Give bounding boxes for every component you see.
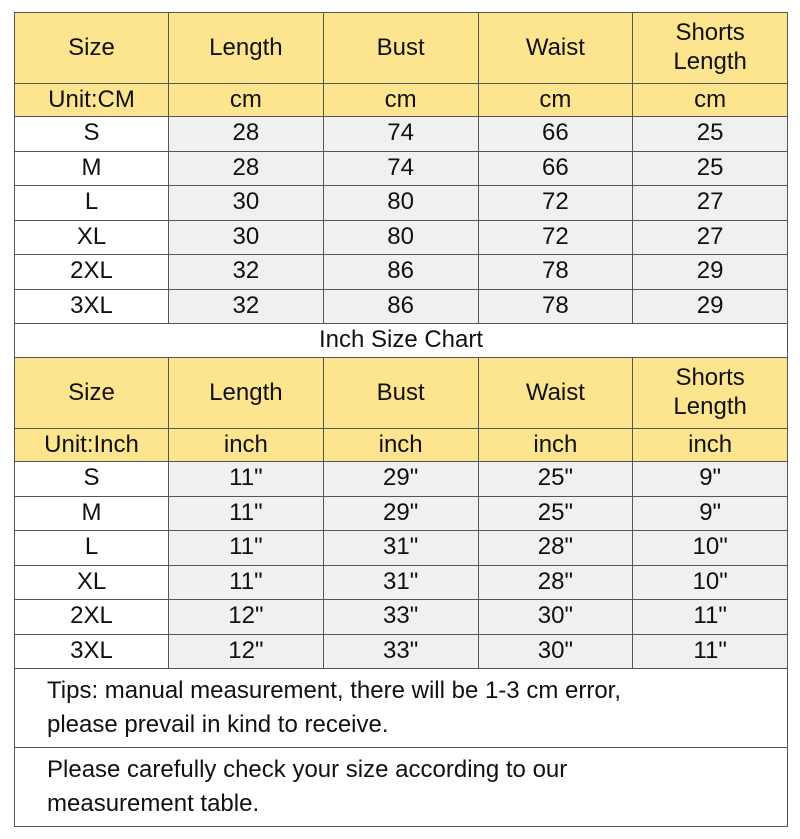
value-cell: 33" [323, 600, 478, 635]
tips-note-line: Tips: manual measurement, there will be 1-3 cm error, [47, 677, 621, 705]
value-cell: 9" [633, 462, 788, 497]
value-cell: 32 [169, 255, 324, 290]
value-cell: 25 [633, 151, 788, 186]
value-cell: 72 [478, 220, 633, 255]
unit-row [15, 429, 788, 462]
column-header: Length [169, 358, 324, 429]
value-cell: 11" [633, 634, 788, 669]
value-cell: 30 [169, 220, 324, 255]
value-cell: 28" [478, 565, 633, 600]
check-size-note [15, 748, 788, 827]
value-cell: 86 [323, 289, 478, 324]
value-cell: 10" [633, 565, 788, 600]
value-cell: 66 [478, 151, 633, 186]
size-chart [14, 12, 787, 827]
table-row [15, 151, 788, 186]
header-line: Length [673, 48, 747, 75]
value-cell: 11" [169, 462, 324, 497]
value-cell: 32 [169, 289, 324, 324]
size-cell: XL [15, 220, 169, 255]
unit-cell: Unit:CM [15, 84, 169, 117]
size-cell: 2XL [15, 255, 169, 290]
unit-cell: cm [478, 84, 633, 117]
size-cell: 3XL [15, 634, 169, 669]
value-cell: 9" [633, 496, 788, 531]
inch-size-chart-caption: Inch Size Chart [15, 324, 788, 358]
value-cell: 30" [478, 600, 633, 635]
header-row [15, 13, 788, 84]
size-cell: 3XL [15, 289, 169, 324]
unit-cell: inch [323, 429, 478, 462]
column-header: Size [15, 358, 169, 429]
value-cell: 30 [169, 186, 324, 221]
value-cell: 30" [478, 634, 633, 669]
value-cell: 31" [323, 565, 478, 600]
value-cell: 12" [169, 634, 324, 669]
size-cell: S [15, 462, 169, 497]
table-row [15, 496, 788, 531]
size-cell: S [15, 117, 169, 152]
column-header: Length [169, 13, 324, 84]
value-cell: 74 [323, 117, 478, 152]
header-line: Shorts [675, 19, 745, 47]
size-cell: 2XL [15, 600, 169, 635]
value-cell: 12" [169, 600, 324, 635]
unit-cell: Unit:Inch [15, 429, 169, 462]
column-header-shorts-length [633, 13, 788, 84]
value-cell: 29" [323, 496, 478, 531]
table-row [15, 289, 788, 324]
value-cell: 78 [478, 255, 633, 290]
column-header: Size [15, 13, 169, 84]
unit-cell: inch [478, 429, 633, 462]
table-row [15, 531, 788, 566]
size-cell: M [15, 496, 169, 531]
value-cell: 80 [323, 186, 478, 221]
value-cell: 29" [323, 462, 478, 497]
value-cell: 31" [323, 531, 478, 566]
value-cell: 78 [478, 289, 633, 324]
value-cell: 74 [323, 151, 478, 186]
value-cell: 33" [323, 634, 478, 669]
value-cell: 86 [323, 255, 478, 290]
unit-cell: cm [323, 84, 478, 117]
value-cell: 27 [633, 220, 788, 255]
value-cell: 25" [478, 462, 633, 497]
value-cell: 28 [169, 151, 324, 186]
unit-cell: inch [169, 429, 324, 462]
check-size-note-line: Please carefully check your size according to our [47, 756, 568, 784]
table-row [15, 220, 788, 255]
header-line: Length [673, 393, 747, 420]
size-cell: L [15, 531, 169, 566]
value-cell: 10" [633, 531, 788, 566]
header-row [15, 358, 788, 429]
column-header: Waist [478, 13, 633, 84]
value-cell: 11" [169, 496, 324, 531]
value-cell: 11" [169, 531, 324, 566]
check-size-note-line: measurement table. [47, 790, 260, 817]
unit-row [15, 84, 788, 117]
value-cell: 72 [478, 186, 633, 221]
value-cell: 28 [169, 117, 324, 152]
size-cell: XL [15, 565, 169, 600]
value-cell: 11" [169, 565, 324, 600]
column-header-shorts-length [633, 358, 788, 429]
table-row [15, 600, 788, 635]
value-cell: 27 [633, 186, 788, 221]
tips-note-row [15, 669, 788, 748]
table-row [15, 117, 788, 152]
table-row [15, 634, 788, 669]
check-size-note-row [15, 748, 788, 827]
header-line: Shorts [675, 364, 745, 392]
inch-size-chart-caption-row [15, 324, 788, 358]
value-cell: 80 [323, 220, 478, 255]
value-cell: 66 [478, 117, 633, 152]
column-header: Bust [323, 358, 478, 429]
table-row [15, 255, 788, 290]
unit-cell: cm [169, 84, 324, 117]
size-cell: M [15, 151, 169, 186]
table-row [15, 565, 788, 600]
column-header: Bust [323, 13, 478, 84]
column-header: Waist [478, 358, 633, 429]
value-cell: 11" [633, 600, 788, 635]
size-cell: L [15, 186, 169, 221]
value-cell: 28" [478, 531, 633, 566]
value-cell: 25 [633, 117, 788, 152]
tips-note [15, 669, 788, 748]
value-cell: 29 [633, 255, 788, 290]
value-cell: 25" [478, 496, 633, 531]
tips-note-line: please prevail in kind to receive. [47, 711, 389, 738]
size-chart-table [14, 12, 788, 827]
value-cell: 29 [633, 289, 788, 324]
unit-cell: cm [633, 84, 788, 117]
table-row [15, 462, 788, 497]
unit-cell: inch [633, 429, 788, 462]
table-row [15, 186, 788, 221]
